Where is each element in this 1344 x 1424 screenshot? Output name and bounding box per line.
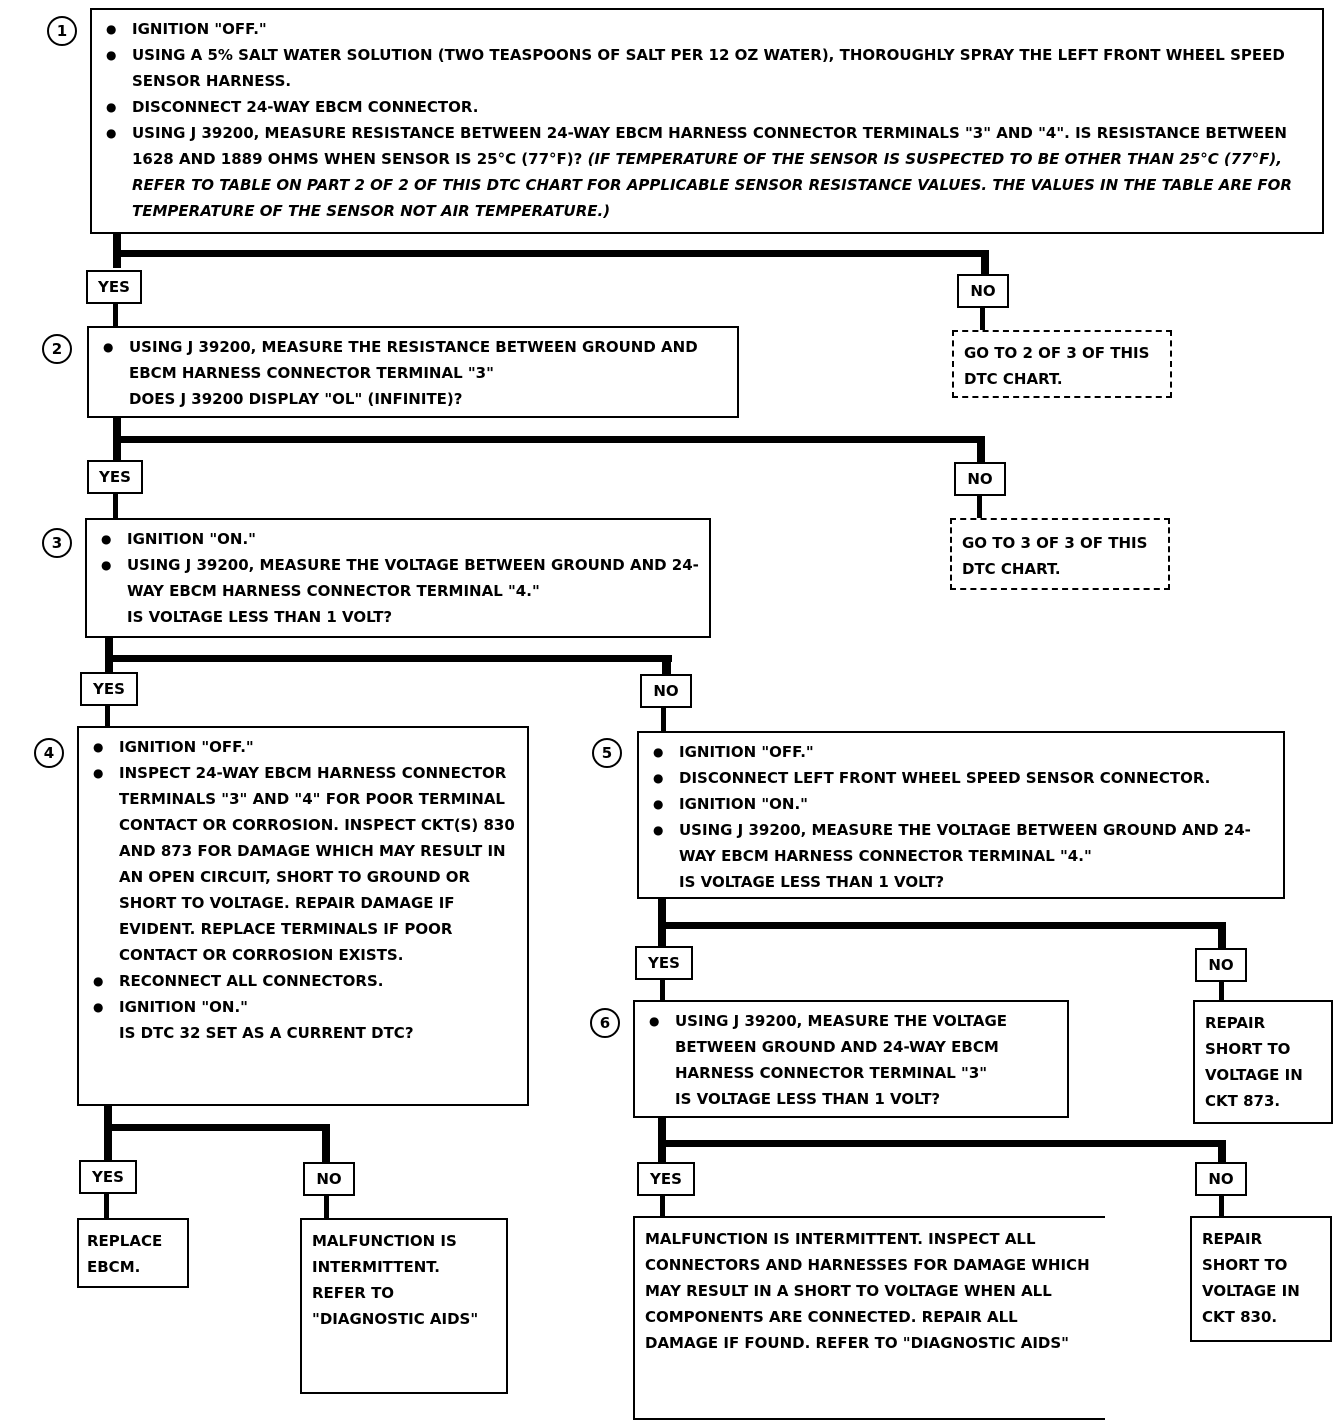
step-3-bullet-2: ● USING J 39200, MEASURE THE VOLTAGE BETWEEN GROUND AND 24-WAY EBCM HARNESS CONNECTOR TERMINAL "4." <box>97 552 699 604</box>
step-3-bullet-1: ● IGNITION "ON." <box>97 526 699 552</box>
step-6-no-label: NO <box>1195 1162 1247 1196</box>
step-4-bullet-4: ● IGNITION "ON." <box>89 994 517 1020</box>
step-3-no-label: NO <box>640 674 692 708</box>
connector-line <box>104 1194 109 1218</box>
replace-ebcm-box: REPLACE EBCM. <box>77 1218 189 1288</box>
connector-line <box>105 706 110 728</box>
connector-line <box>980 308 985 330</box>
connector-line <box>660 1196 665 1216</box>
step-1-bullet-2: ● USING A 5% SALT WATER SOLUTION (TWO TEASPOONS OF SALT PER 12 OZ WATER), THOROUGHLY SPRAY THE LEFT FRONT WHEEL SPEED SENSOR HARNESS. <box>102 42 1312 94</box>
connector-line <box>104 1104 112 1160</box>
step-4-no-label: NO <box>303 1162 355 1196</box>
step-1-yes-label: YES <box>86 270 142 304</box>
connector-line <box>658 922 1226 929</box>
step-4-bullet-2: ● INSPECT 24-WAY EBCM HARNESS CONNECTOR TERMINALS "3" AND "4" FOR POOR TERMINAL CONTACT OR CORROSION. INSPECT CKT(S) 830 AND 873 FOR DAMAGE WHICH MAY RESULT IN AN OPEN CIRCUIT, SHORT TO GROUND OR SHORT TO VOLTAGE. REPAIR DAMAGE IF EVIDENT. REPLACE TERMINALS IF POOR CONTACT OR CORROSION EXISTS. <box>89 760 517 968</box>
connector-line <box>113 304 118 328</box>
step-2-question: DOES J 39200 DISPLAY "OL" (INFINITE)? <box>129 390 463 408</box>
step-6-yes-label: YES <box>637 1162 695 1196</box>
goto-3-of-3-box: GO TO 3 OF 3 OF THIS DTC CHART. <box>950 518 1170 590</box>
goto-2-of-3-box: GO TO 2 OF 3 OF THIS DTC CHART. <box>952 330 1172 398</box>
connector-line <box>661 707 666 731</box>
step-3-box <box>85 518 711 638</box>
step-2-no-label: NO <box>954 462 1006 496</box>
connector-line <box>662 655 671 675</box>
step-number-3: 3 <box>42 528 72 558</box>
step-5-question: IS VOLTAGE LESS THAN 1 VOLT? <box>679 873 945 891</box>
connector-line <box>1219 982 1224 1002</box>
connector-line <box>981 250 989 276</box>
step-6-box <box>633 1000 1069 1118</box>
connector-line <box>1218 922 1226 948</box>
connector-line <box>113 494 118 520</box>
step-1-question: USING J 39200, MEASURE RESISTANCE BETWEEN 24-WAY EBCM HARNESS CONNECTOR TERMINALS "3" AND "4". IS RESISTANCE BETWEEN 1628 AND 1889 OHMS WHEN SENSOR IS 25°C (77°F)? <box>132 124 1287 168</box>
step-1-bullet-3: ● DISCONNECT 24-WAY EBCM CONNECTOR. <box>102 94 1312 120</box>
connector-line <box>1218 1140 1226 1164</box>
step-2-yes-label: YES <box>87 460 143 494</box>
step-number-1: 1 <box>47 16 77 46</box>
step-4-bullet-1: ● IGNITION "OFF." <box>89 734 517 760</box>
connector-line <box>322 1124 330 1162</box>
step-4-bullet-3: ● RECONNECT ALL CONNECTORS. <box>89 968 517 994</box>
connector-line <box>113 250 989 257</box>
step-1-bullet-1: ● IGNITION "OFF." <box>102 16 1312 42</box>
step-number-6: 6 <box>590 1008 620 1038</box>
step-5-yes-label: YES <box>635 946 693 980</box>
step-2-bullet-1: ● USING J 39200, MEASURE THE RESISTANCE BETWEEN GROUND AND EBCM HARNESS CONNECTOR TERMINAL "3" <box>99 334 727 386</box>
step-5-bullet-1: ● IGNITION "OFF." <box>649 739 1273 765</box>
step-4-box <box>77 726 529 1106</box>
repair-ckt-873-box: REPAIR SHORT TO VOLTAGE IN CKT 873. <box>1193 1000 1333 1124</box>
step-1-note: (IF TEMPERATURE OF THE SENSOR IS SUSPECTED TO BE OTHER THAN 25°C (77°F), REFER TO TABLE ON PART 2 OF 2 OF THIS DTC CHART FOR APPLICABLE SENSOR RESISTANCE VALUES. THE VALUES IN THE TABLE ARE FOR TEMPERATURE OF THE SENSOR NOT AIR TEMPERATURE.) <box>132 150 1292 220</box>
connector-line <box>660 980 665 1000</box>
intermittent-diagnostic-aids-box: MALFUNCTION IS INTERMITTENT. REFER TO "DIAGNOSTIC AIDS" <box>300 1218 508 1394</box>
step-2-box <box>87 326 739 418</box>
intermittent-inspect-connectors-box: MALFUNCTION IS INTERMITTENT. INSPECT ALL CONNECTORS AND HARNESSES FOR DAMAGE WHICH MAY RESULT IN A SHORT TO VOLTAGE WHEN ALL COMPONENTS ARE CONNECTED. REPAIR ALL DAMAGE IF FOUND. REFER TO "DIAGNOSTIC AIDS" <box>633 1216 1105 1420</box>
step-3-yes-label: YES <box>80 672 138 706</box>
step-number-5: 5 <box>592 738 622 768</box>
step-1-bullet-4 <box>102 120 1312 224</box>
step-5-box <box>637 731 1285 899</box>
step-5-bullet-4: ● USING J 39200, MEASURE THE VOLTAGE BETWEEN GROUND AND 24-WAY EBCM HARNESS CONNECTOR TERMINAL "4." <box>649 817 1273 869</box>
connector-line <box>658 1140 1226 1147</box>
connector-line <box>977 436 985 464</box>
connector-line <box>977 496 982 520</box>
connector-line <box>1219 1196 1224 1218</box>
step-1-box <box>90 8 1324 234</box>
connector-line <box>105 655 672 662</box>
step-3-question: IS VOLTAGE LESS THAN 1 VOLT? <box>127 608 393 626</box>
step-1-no-label: NO <box>957 274 1009 308</box>
connector-line <box>324 1196 329 1218</box>
connector-line <box>113 436 985 443</box>
connector-line <box>104 1124 330 1131</box>
repair-ckt-830-box: REPAIR SHORT TO VOLTAGE IN CKT 830. <box>1190 1216 1332 1342</box>
step-4-question: IS DTC 32 SET AS A CURRENT DTC? <box>119 1024 414 1042</box>
step-number-4: 4 <box>34 738 64 768</box>
step-number-2: 2 <box>42 334 72 364</box>
step-5-bullet-2: ● DISCONNECT LEFT FRONT WHEEL SPEED SENSOR CONNECTOR. <box>649 765 1273 791</box>
step-5-no-label: NO <box>1195 948 1247 982</box>
step-4-yes-label: YES <box>79 1160 137 1194</box>
step-6-bullet-1: ● USING J 39200, MEASURE THE VOLTAGE BETWEEN GROUND AND 24-WAY EBCM HARNESS CONNECTOR TERMINAL "3" <box>645 1008 1057 1086</box>
step-6-question: IS VOLTAGE LESS THAN 1 VOLT? <box>675 1090 941 1108</box>
step-5-bullet-3: ● IGNITION "ON." <box>649 791 1273 817</box>
